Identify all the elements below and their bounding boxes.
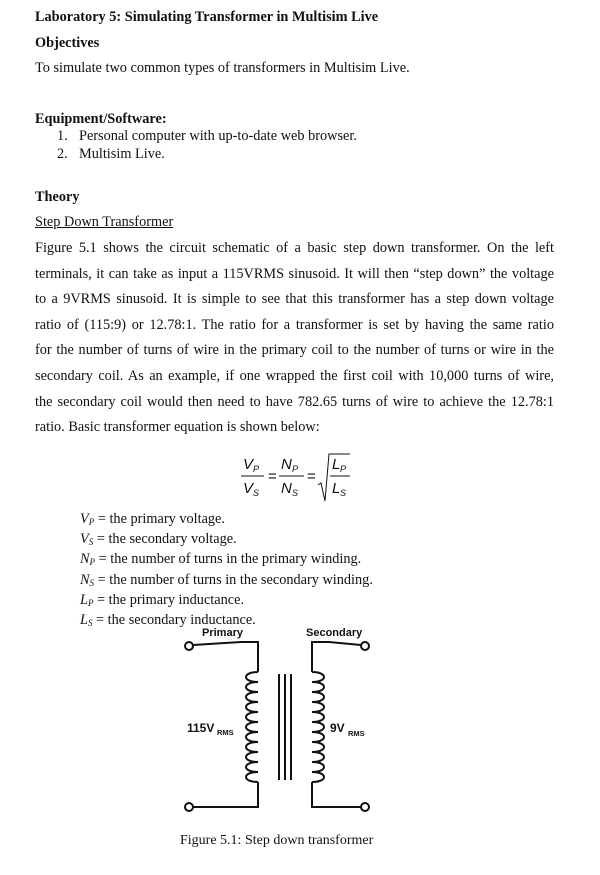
primary-voltage: 115V (187, 721, 215, 735)
eq-ns-sub: S (292, 488, 299, 498)
transformer-equation (230, 450, 370, 506)
definition-symbol: $N_S$ (80, 571, 95, 588)
definition-symbol: $N_P$ (80, 551, 96, 568)
objectives-heading: Objectives (35, 35, 100, 51)
paragraph-line: for the number of turns of wire in the primary coil to the number of turns or wire in the (35, 342, 554, 359)
paragraph-line: ratio of (115:9) or 12.78:1. The ratio for a transformer is set by having the same ratio (35, 316, 554, 333)
theory-paragraph (35, 236, 554, 441)
paragraph-line: terminals, it can take as input a 115VRMS sinusoid. It will then “step down” the voltage (35, 265, 554, 282)
eq-equals: = (307, 468, 316, 485)
primary-bottom-wire (193, 782, 258, 807)
equipment-item-number: 2. (57, 146, 68, 162)
eq-lp-sub: P (340, 464, 347, 474)
equipment-item-text: Personal computer with up-to-date web browser. (79, 128, 357, 144)
definition-item (80, 572, 373, 592)
eq-ls-l: L (332, 480, 341, 497)
secondary-top-wire (312, 642, 361, 672)
definition-text: = the number of turns in the secondary winding. (97, 571, 373, 588)
page-title: Laboratory 5: Simulating Transformer in Multisim Live (35, 9, 379, 25)
eq-np-n: N (281, 456, 292, 473)
eq-ns-n: N (281, 480, 292, 497)
paragraph-line: secondary coil. As an example, if one wrapped the first coil with 10,000 turns of wire, (35, 367, 554, 384)
eq-np-sub: P (292, 464, 299, 474)
secondary-voltage: 9V (330, 721, 345, 735)
secondary-voltage-sub: RMS (348, 729, 365, 738)
definition-symbol: $L_P$ (80, 591, 94, 608)
definition-text: = the primary inductance. (97, 591, 245, 608)
equipment-item-number: 1. (57, 128, 68, 144)
eq-vs-v: V (243, 480, 254, 497)
definition-symbol: $V_S$ (80, 531, 94, 548)
definition-item (80, 511, 373, 531)
secondary-top-terminal (361, 642, 369, 650)
figure-caption: Figure 5.1: Step down transformer (180, 833, 374, 848)
definitions-list (80, 511, 373, 632)
primary-bottom-terminal (185, 803, 193, 811)
primary-top-wire (193, 642, 258, 672)
definition-text: = the number of turns in the primary winding. (98, 551, 362, 568)
equipment-item (57, 128, 357, 145)
definition-text: = the secondary voltage. (96, 531, 237, 548)
definition-item (80, 531, 373, 551)
definition-symbol: $L_S$ (80, 612, 93, 629)
secondary-coil (312, 672, 324, 782)
primary-voltage-sub: RMS (217, 728, 234, 737)
eq-equals: = (268, 468, 277, 485)
secondary-label: Secondary (306, 627, 363, 639)
secondary-bottom-terminal (361, 803, 369, 811)
eq-ls-sub: S (340, 488, 347, 498)
transformer-schematic (175, 620, 385, 825)
equipment-item-text: Multisim Live. (79, 146, 165, 162)
eq-vs-sub: S (253, 488, 260, 498)
theory-heading: Theory (35, 189, 80, 205)
primary-coil (246, 672, 258, 782)
primary-top-terminal (185, 642, 193, 650)
definition-symbol: $V_P$ (80, 511, 95, 527)
paragraph-line: to a 9VRMS sinusoid. It is simple to see that this transformer has a step down voltage (35, 291, 554, 308)
eq-lp-l: L (332, 456, 341, 473)
paragraph-line: the secondary coil would then need to have 782.65 turns of wire to achieve the 12.78:1 (35, 393, 554, 410)
equipment-heading: Equipment/Software: (35, 111, 167, 127)
theory-subheading: Step Down Transformer (35, 214, 174, 230)
equipment-item (57, 146, 165, 163)
definition-text: = the primary voltage. (97, 511, 225, 527)
definition-text: = the secondary inductance. (96, 612, 256, 629)
paragraph-line: ratio. Basic transformer equation is shown below: (35, 419, 320, 436)
paragraph-line: Figure 5.1 shows the circuit schematic of a basic step down transformer. On the left (35, 240, 554, 256)
eq-vp-v: V (243, 456, 254, 473)
definition-item (80, 551, 373, 571)
definition-item (80, 592, 373, 612)
secondary-bottom-wire (312, 782, 361, 807)
primary-label: Primary (202, 627, 243, 639)
eq-vp-sub: P (253, 464, 260, 474)
objectives-text: To simulate two common types of transformers in Multisim Live. (35, 60, 410, 76)
